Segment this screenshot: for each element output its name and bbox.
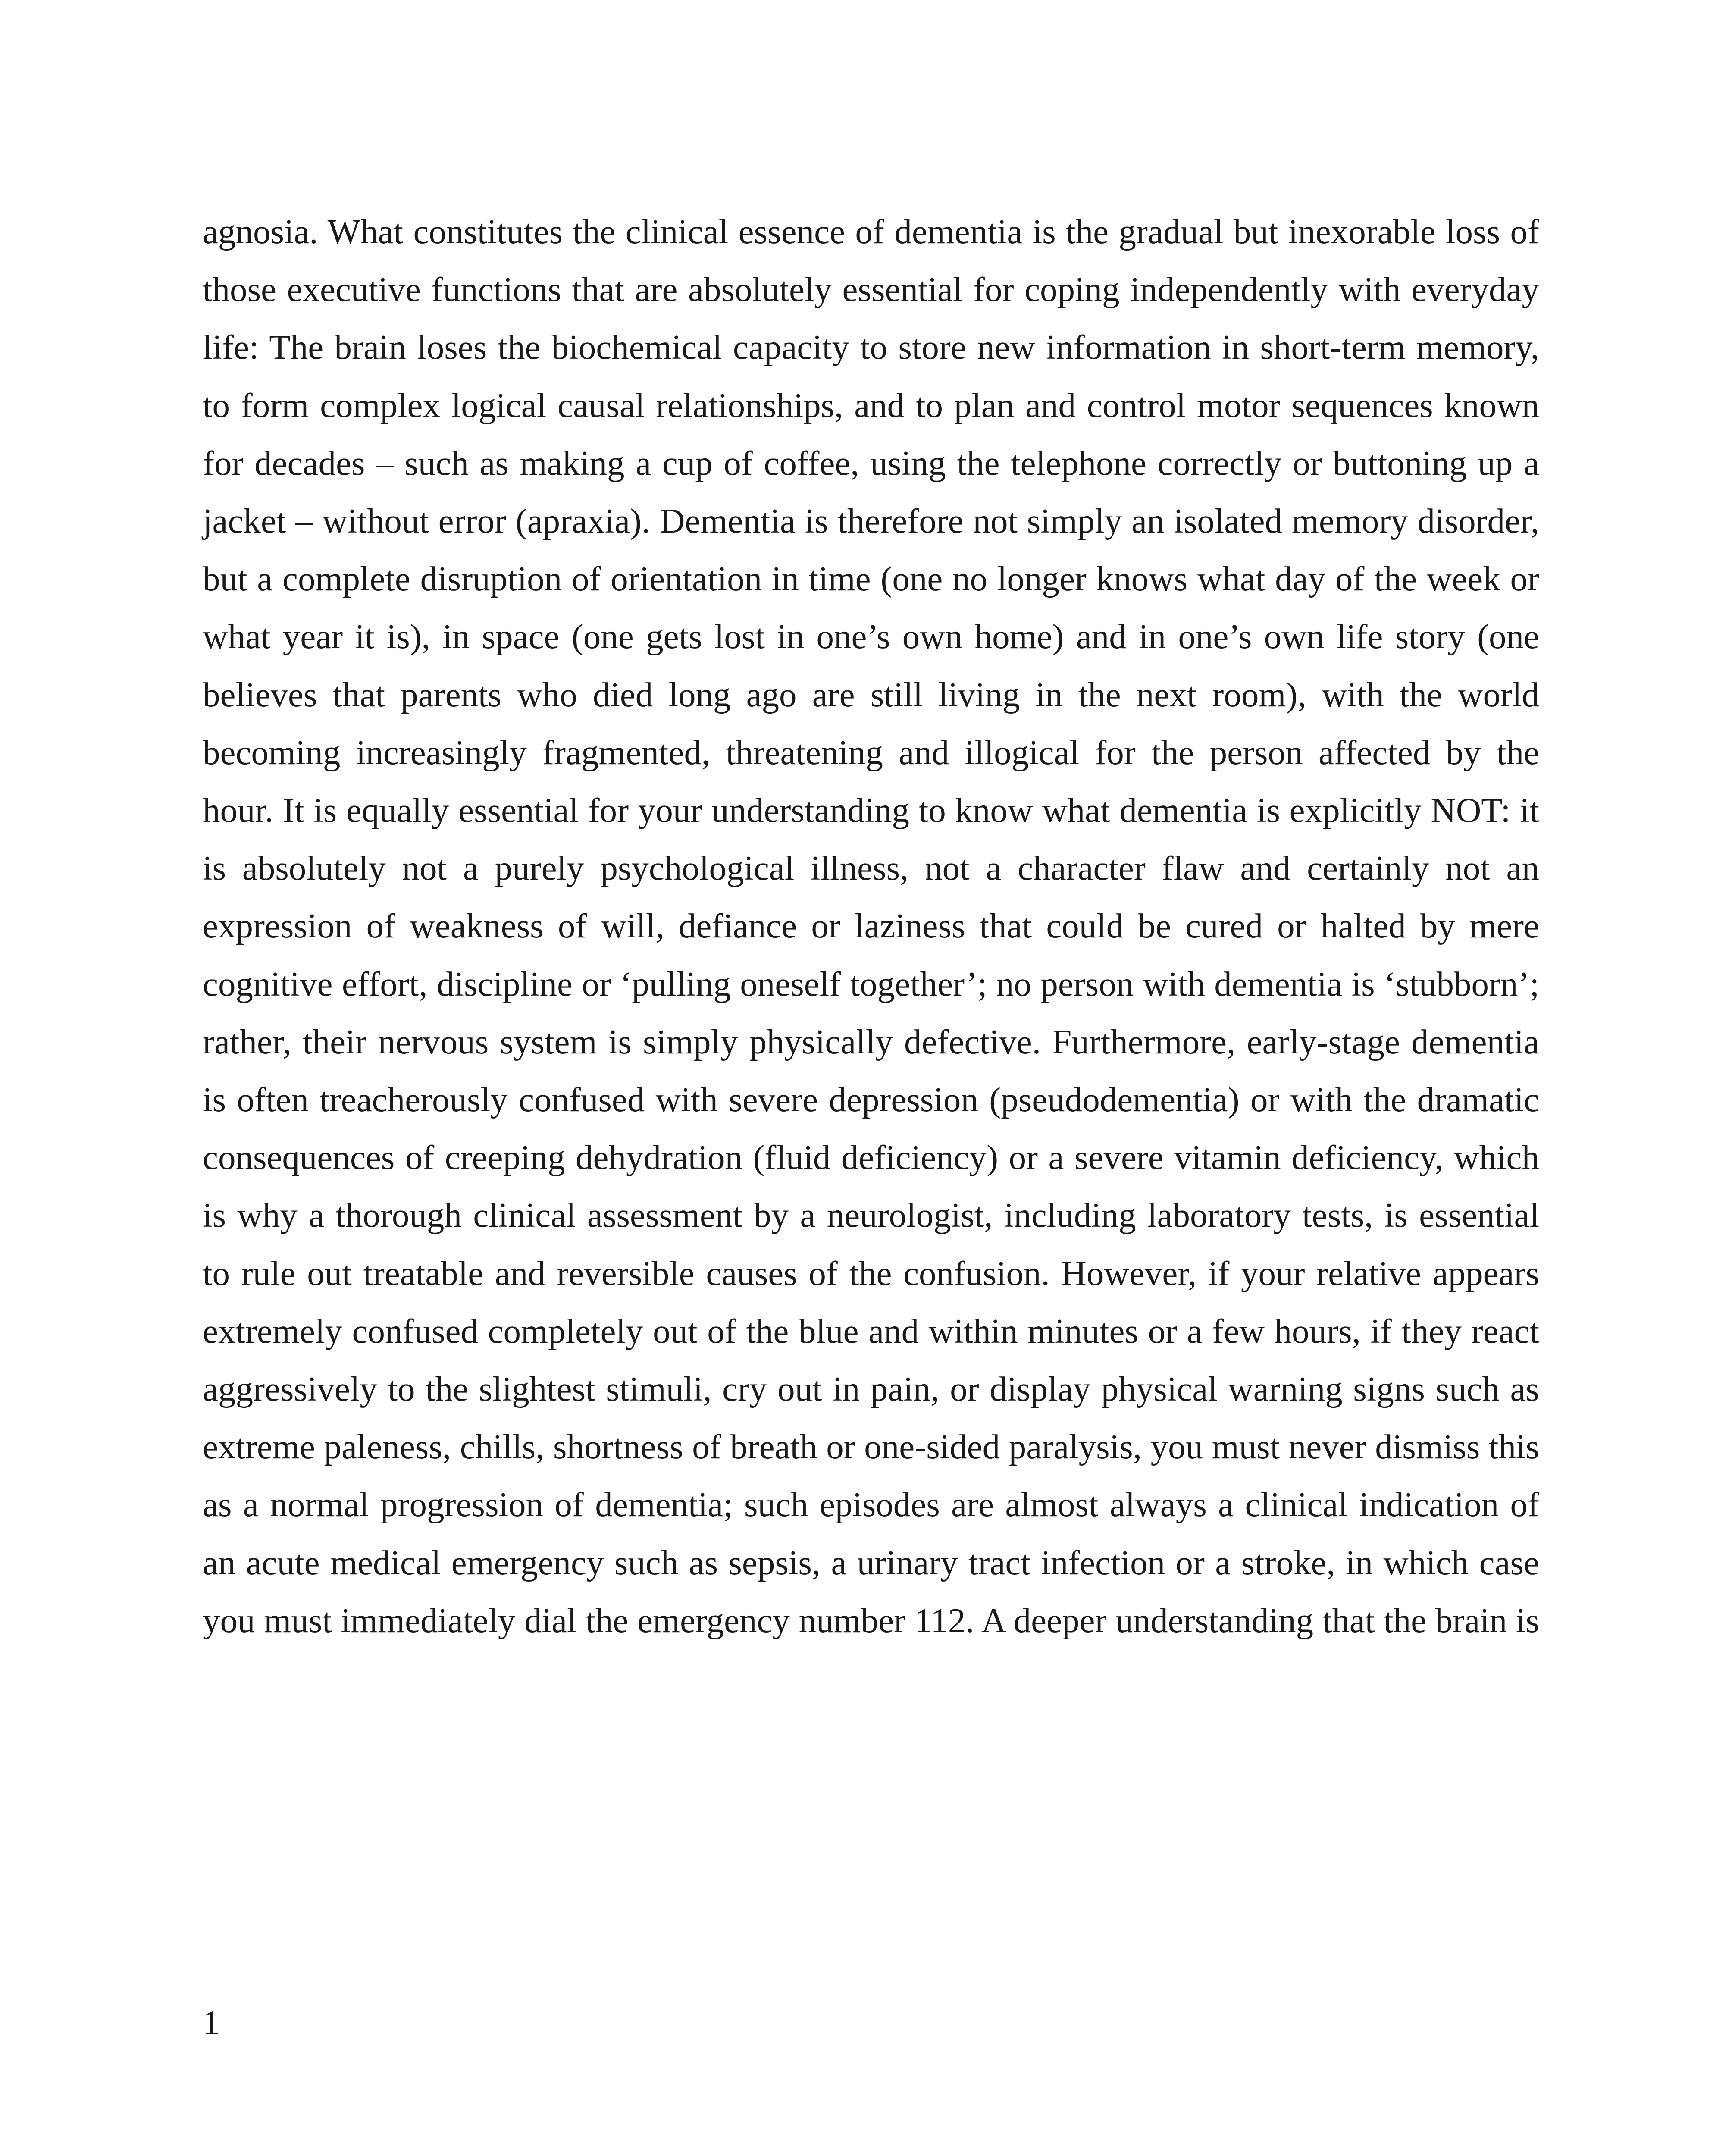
body-paragraph: agnosia. What constitutes the clinical essence of dementia is the gradual but inexorable loss of those executive functions that are absolutely essential for coping independently with everyday life: The brain loses the biochemical capacity to store new information in short-term memory, to form complex logical causal relationships, and to plan and control motor sequences known for decades – such as making a cup of coffee, using the telephone correctly or buttoning up a jacket – without error (apraxia). Dementia is therefore not simply an isolated memory disorder, but a complete disruption of orientation in time (one no longer knows what day of the week or what year it is), in space (one gets lost in one’s own home) and in one’s own life story (one believes that parents who died long ago are still living in the next room), with the world becoming increasingly fragmented, threatening and illogical for the person affected by the hour. It is equally essential for your understanding to know what dementia is explicitly NOT: it is absolutely not a purely psychological illness, not a character flaw and certainly not an expression of weakness of will, defiance or laziness that could be cured or halted by mere cognitive effort, discipline or ‘pulling oneself together’; no person with dementia is ‘stubborn’; rather, their nervous system is simply physically defective. Furthermore, early-stage dementia is often treacherously confused with severe depression (pseudodementia) or with the dramatic consequences of creeping dehydration (fluid deficiency) or a severe vitamin deficiency, which is why a thorough clinical assessment by a neurologist, including laboratory tests, is essential to rule out treatable and reversible causes of the confusion. However, if your relative appears extremely confused completely out of the blue and within minutes or a few hours, if they react aggressively to the slightest stimuli, cry out in pain, or display physical warning signs such as extreme paleness, chills, shortness of breath or one-sided paralysis, you must never dismiss this as a normal progression of dementia; such episodes are almost always a clinical indication of an acute medical emergency such as sepsis, a urinary tract infection or a stroke, in which case you must immediately dial the emergency number 112. A deeper understanding that the brain is xyxy=(203,212,1539,1640)
page-number: 1 xyxy=(203,2003,220,2042)
